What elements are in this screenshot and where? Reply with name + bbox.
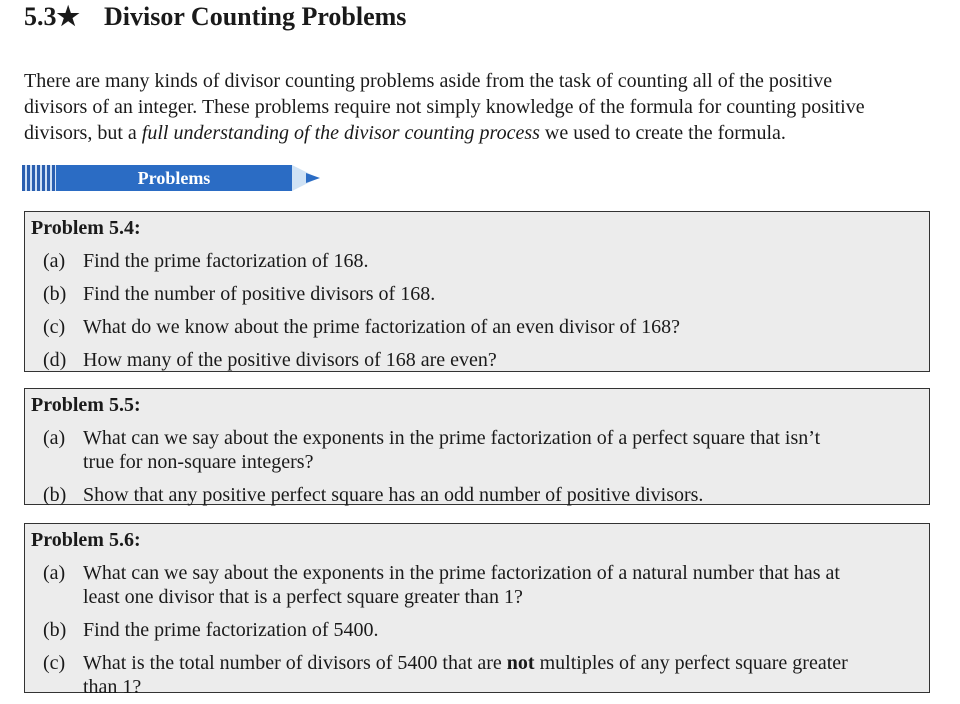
- problem-part: [31, 618, 921, 642]
- part-text: [83, 282, 921, 306]
- section-number: 5.3★: [24, 2, 80, 31]
- intro-text: divisors, but a: [24, 122, 142, 144]
- problem-part: [31, 315, 921, 339]
- part-label: (d): [43, 349, 67, 371]
- intro-line: There are many kinds of divisor counting problems aside from the task of counting all of the positive: [24, 70, 833, 92]
- part-line: least one divisor that is a perfect square greater than 1?: [83, 586, 523, 608]
- part-label: (a): [43, 562, 66, 584]
- part-line: What can we say about the exponents in the prime factorization of a natural number that has at: [83, 562, 840, 584]
- intro-line: [24, 120, 940, 146]
- part-label: (a): [43, 250, 66, 272]
- banner-label: Problems: [56, 165, 292, 191]
- problem-part: [31, 282, 921, 306]
- part-text-segment: multiples of any perfect square greater: [534, 652, 848, 674]
- part-label: (b): [43, 619, 67, 641]
- part-text-segment: What is the total number of divisors of 5400 that are: [83, 652, 507, 674]
- problem-part: [31, 426, 921, 474]
- part-line: What do we know about the prime factorization of an even divisor of 168?: [83, 316, 681, 338]
- part-line: Find the prime factorization of 5400.: [83, 619, 379, 641]
- part-label: (a): [43, 427, 66, 449]
- part-label: (c): [43, 316, 66, 338]
- part-line: How many of the positive divisors of 168 are even?: [83, 349, 497, 371]
- problem-part: [31, 651, 921, 699]
- part-text: [83, 483, 921, 507]
- problem-part: [31, 483, 921, 507]
- part-text: [83, 348, 921, 372]
- problem-part: [31, 249, 921, 273]
- problem-title: Problem 5.6:: [31, 529, 141, 551]
- part-line: true for non-square integers?: [83, 451, 314, 473]
- part-label: (b): [43, 283, 67, 305]
- part-line: Find the number of positive divisors of 168.: [83, 283, 436, 305]
- part-text: [83, 651, 921, 699]
- problem-box-5-4: [24, 211, 930, 372]
- problem-part: [31, 348, 921, 372]
- problem-title: Problem 5.4:: [31, 217, 141, 239]
- part-line: What can we say about the exponents in the prime factorization of a perfect square that isn’t: [83, 427, 821, 449]
- pencil-point-icon: [306, 173, 320, 183]
- part-label: (c): [43, 652, 66, 674]
- part-label: (b): [43, 484, 67, 506]
- part-text: [83, 249, 921, 273]
- section-heading: [24, 2, 406, 32]
- problem-part: [31, 561, 921, 609]
- part-text-bold: not: [506, 652, 535, 674]
- part-text-segment: than 1?: [83, 676, 142, 698]
- part-line: [83, 675, 921, 699]
- intro-emphasis: full understanding of the divisor counting process: [141, 122, 540, 144]
- problem-box-5-6: [24, 523, 930, 698]
- problem-title: Problem 5.5:: [31, 394, 141, 416]
- part-line: Show that any positive perfect square has an odd number of positive divisors.: [83, 484, 704, 506]
- part-text: [83, 561, 921, 609]
- part-line: Find the prime factorization of 168.: [83, 250, 369, 272]
- part-line: [83, 651, 921, 675]
- part-text: [83, 426, 921, 474]
- part-text: [83, 618, 921, 642]
- section-title: Divisor Counting Problems: [104, 2, 407, 31]
- intro-line: divisors of an integer. These problems require not simply knowledge of the formula for counting positive: [24, 96, 865, 118]
- intro-text: we used to create the formula.: [539, 122, 786, 144]
- problems-banner: [22, 161, 322, 195]
- intro-paragraph: [24, 68, 940, 146]
- problem-box-5-5: [24, 388, 930, 505]
- part-text: [83, 315, 921, 339]
- banner-stripes: [22, 165, 56, 191]
